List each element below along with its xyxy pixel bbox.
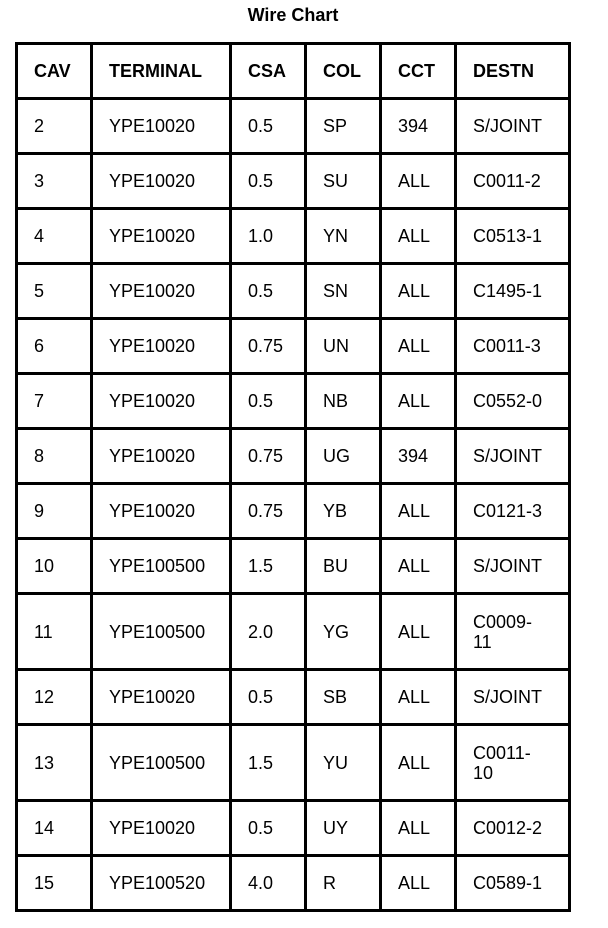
- header-destn: DESTN: [456, 44, 570, 99]
- cell-terminal: YPE10020: [92, 264, 231, 319]
- cell-col: SU: [306, 154, 381, 209]
- table-row: [17, 856, 570, 911]
- cell-col: UY: [306, 801, 381, 856]
- cell-terminal: YPE100520: [92, 856, 231, 911]
- table-row: [17, 374, 570, 429]
- destn-line-1: C0009-: [473, 611, 533, 632]
- cell-csa: 0.5: [231, 670, 306, 725]
- cell-cav: 14: [17, 801, 92, 856]
- cell-terminal: YPE10020: [92, 670, 231, 725]
- cell-cct: ALL: [381, 594, 456, 670]
- cell-col: YU: [306, 725, 381, 801]
- cell-cct: 394: [381, 429, 456, 484]
- cell-cav: 4: [17, 209, 92, 264]
- header-cav: CAV: [17, 44, 92, 99]
- cell-destn: C0012-2: [456, 801, 570, 856]
- cell-terminal: YPE10020: [92, 801, 231, 856]
- wire-chart-table: [15, 42, 571, 912]
- cell-cav: 6: [17, 319, 92, 374]
- cell-col: YG: [306, 594, 381, 670]
- cell-destn: C0011-3: [456, 319, 570, 374]
- cell-col: SP: [306, 99, 381, 154]
- cell-col: R: [306, 856, 381, 911]
- cell-terminal: YPE10020: [92, 484, 231, 539]
- cell-terminal: YPE10020: [92, 374, 231, 429]
- cell-csa: 1.0: [231, 209, 306, 264]
- header-terminal: TERMINAL: [92, 44, 231, 99]
- cell-terminal: YPE10020: [92, 154, 231, 209]
- cell-col: SB: [306, 670, 381, 725]
- table-row: [17, 429, 570, 484]
- cell-cav: 2: [17, 99, 92, 154]
- table-row: [17, 154, 570, 209]
- cell-terminal: YPE100500: [92, 725, 231, 801]
- table-row: [17, 209, 570, 264]
- cell-col: UG: [306, 429, 381, 484]
- cell-cct: ALL: [381, 539, 456, 594]
- table-row: [17, 539, 570, 594]
- cell-cct: ALL: [381, 374, 456, 429]
- cell-cct: ALL: [381, 725, 456, 801]
- cell-destn: C0513-1: [456, 209, 570, 264]
- cell-cct: 394: [381, 99, 456, 154]
- table-row: [17, 670, 570, 725]
- cell-terminal: YPE10020: [92, 319, 231, 374]
- cell-destn: [456, 725, 570, 801]
- cell-col: BU: [306, 539, 381, 594]
- cell-cct: ALL: [381, 319, 456, 374]
- cell-cav: 7: [17, 374, 92, 429]
- cell-destn: S/JOINT: [456, 539, 570, 594]
- cell-destn: C1495-1: [456, 264, 570, 319]
- cell-cav: 3: [17, 154, 92, 209]
- cell-csa: 0.5: [231, 801, 306, 856]
- cell-cav: 9: [17, 484, 92, 539]
- cell-destn: C0589-1: [456, 856, 570, 911]
- cell-cct: ALL: [381, 484, 456, 539]
- cell-destn: S/JOINT: [456, 429, 570, 484]
- cell-cav: 5: [17, 264, 92, 319]
- destn-line-1: C0011-: [473, 742, 531, 763]
- cell-destn: C0552-0: [456, 374, 570, 429]
- table-row: [17, 99, 570, 154]
- cell-cav: 10: [17, 539, 92, 594]
- cell-terminal: YPE100500: [92, 539, 231, 594]
- destn-line-2: 10: [473, 762, 494, 783]
- cell-col: UN: [306, 319, 381, 374]
- cell-cav: 12: [17, 670, 92, 725]
- cell-cav: 11: [17, 594, 92, 670]
- cell-cct: ALL: [381, 264, 456, 319]
- table-row: [17, 319, 570, 374]
- cell-terminal: YPE10020: [92, 429, 231, 484]
- cell-cct: ALL: [381, 670, 456, 725]
- cell-csa: 1.5: [231, 539, 306, 594]
- cell-terminal: YPE100500: [92, 594, 231, 670]
- table-row: [17, 264, 570, 319]
- cell-csa: 2.0: [231, 594, 306, 670]
- table-row: [17, 725, 570, 801]
- header-cct: CCT: [381, 44, 456, 99]
- cell-cav: 13: [17, 725, 92, 801]
- cell-cct: ALL: [381, 154, 456, 209]
- header-csa: CSA: [231, 44, 306, 99]
- cell-destn: C0011-2: [456, 154, 570, 209]
- cell-cct: ALL: [381, 801, 456, 856]
- cell-terminal: YPE10020: [92, 209, 231, 264]
- cell-csa: 1.5: [231, 725, 306, 801]
- cell-csa: 0.5: [231, 264, 306, 319]
- cell-col: YB: [306, 484, 381, 539]
- cell-csa: 0.75: [231, 484, 306, 539]
- cell-terminal: YPE10020: [92, 99, 231, 154]
- cell-csa: 0.5: [231, 374, 306, 429]
- cell-csa: 0.75: [231, 319, 306, 374]
- cell-col: YN: [306, 209, 381, 264]
- cell-cav: 15: [17, 856, 92, 911]
- cell-csa: 0.5: [231, 99, 306, 154]
- table-row: [17, 801, 570, 856]
- cell-cct: ALL: [381, 209, 456, 264]
- cell-cav: 8: [17, 429, 92, 484]
- cell-csa: 0.5: [231, 154, 306, 209]
- cell-col: NB: [306, 374, 381, 429]
- table-header-row: [17, 44, 570, 99]
- cell-destn: S/JOINT: [456, 99, 570, 154]
- header-col: COL: [306, 44, 381, 99]
- page-title: Wire Chart: [247, 5, 339, 25]
- cell-cct: ALL: [381, 856, 456, 911]
- cell-csa: 0.75: [231, 429, 306, 484]
- table-row: [17, 484, 570, 539]
- cell-destn: C0121-3: [456, 484, 570, 539]
- destn-line-2: 11: [473, 631, 492, 652]
- cell-csa: 4.0: [231, 856, 306, 911]
- table-row: [17, 594, 570, 670]
- cell-destn: S/JOINT: [456, 670, 570, 725]
- cell-destn: [456, 594, 570, 670]
- cell-col: SN: [306, 264, 381, 319]
